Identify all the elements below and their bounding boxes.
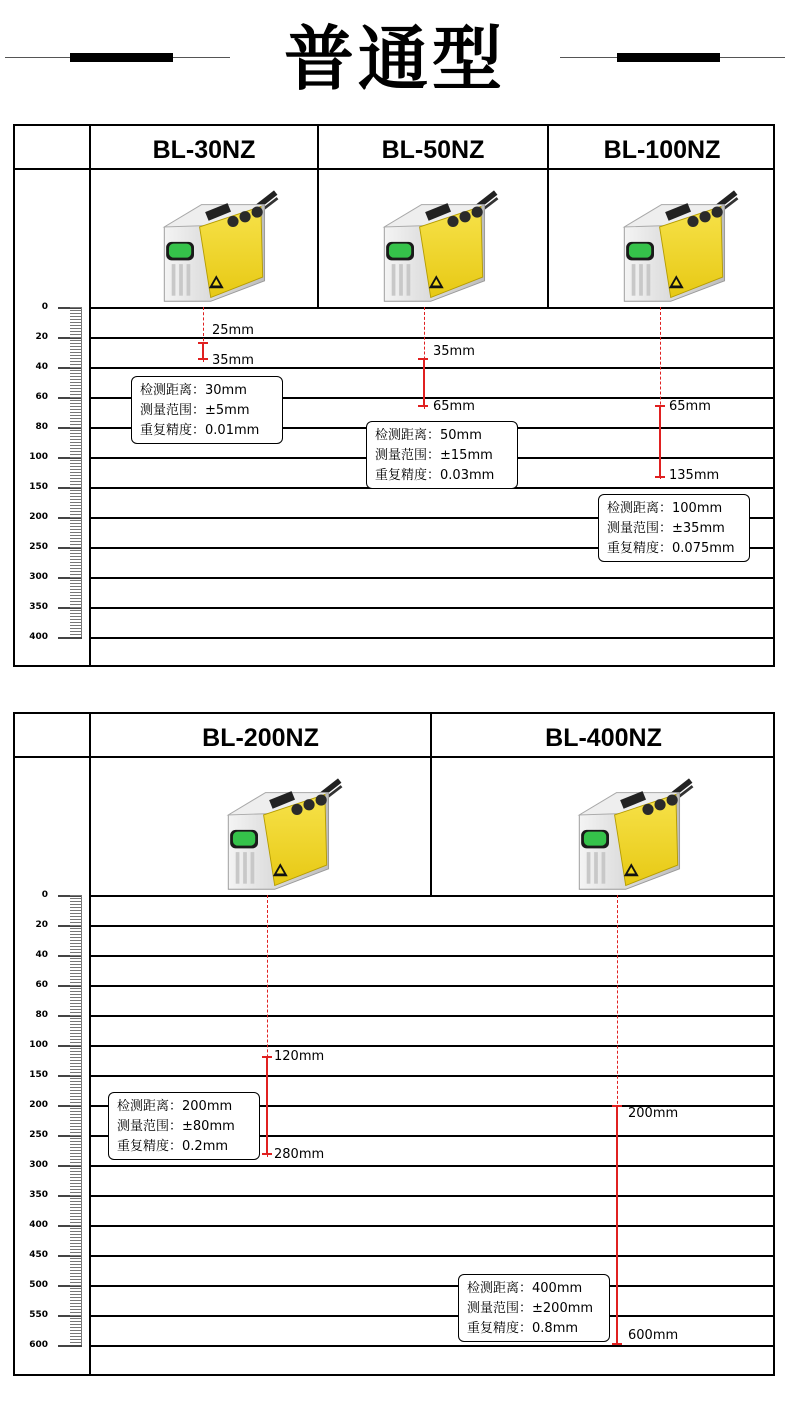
spec-value: 0.8mm [532, 1321, 579, 1336]
panel2-ruler-divider [89, 712, 91, 1376]
spec-value: 0.2mm [182, 1139, 229, 1154]
ruler-tick-label: 60 [35, 980, 48, 990]
range-tick-far [655, 476, 665, 478]
spec-value: 0.075mm [672, 541, 735, 556]
far-distance-label: 35mm [212, 353, 254, 368]
near-distance-label: 120mm [274, 1049, 325, 1064]
range-tick-far [262, 1153, 272, 1155]
spec-label: 检测距离： [467, 1281, 533, 1296]
grid-row-line [89, 895, 775, 897]
ruler-tick-label: 250 [29, 1130, 48, 1140]
spec-box [131, 376, 283, 444]
ruler-tick-label: 300 [29, 1160, 48, 1170]
ruler-major-tick [58, 1345, 82, 1347]
spec-label: 检测距离： [607, 501, 673, 516]
model-name: BL-50NZ [381, 136, 485, 164]
range-tick-near [612, 1105, 622, 1107]
sensor-image [375, 186, 505, 306]
grid-row-line [89, 367, 775, 369]
spec-value: 200mm [182, 1099, 233, 1114]
ruler-tick-label: 250 [29, 542, 48, 552]
measure-range-bar [202, 343, 204, 359]
near-distance-label: 200mm [628, 1106, 679, 1121]
spec-label: 测量范围： [607, 521, 673, 536]
spec-value: ±5mm [205, 403, 250, 418]
spec-value: ±35mm [672, 521, 725, 536]
ruler-tick-label: 20 [35, 920, 48, 930]
grid-row-line [89, 1285, 775, 1287]
model-name: BL-100NZ [603, 136, 721, 164]
ruler-tick-label: 350 [29, 602, 48, 612]
page-title: 普通型 [284, 18, 506, 100]
spec-value: 0.03mm [440, 468, 495, 483]
grid-row-line [89, 577, 775, 579]
model-name: BL-200NZ [202, 724, 319, 752]
ruler-tick-label: 80 [35, 1010, 48, 1020]
grid-row-line [89, 307, 775, 309]
spec-box [458, 1274, 610, 1342]
ruler-tick-label: 20 [35, 332, 48, 342]
grid-row-line [89, 1015, 775, 1017]
grid-row-line [89, 607, 775, 609]
ruler-tick-label: 100 [29, 452, 48, 462]
grid-row-line [89, 1225, 775, 1227]
range-tick-near [198, 342, 208, 344]
grid-row-line [89, 1195, 775, 1197]
range-tick-near [262, 1056, 272, 1058]
model-name: BL-30NZ [152, 136, 256, 164]
spec-label: 重复精度： [607, 541, 673, 556]
far-distance-label: 135mm [669, 468, 720, 483]
ruler-tick-label: 200 [29, 1100, 48, 1110]
grid-row-line [89, 985, 775, 987]
ruler-tick-label: 100 [29, 1040, 48, 1050]
ruler-tick-label: 40 [35, 362, 48, 372]
spec-label: 测量范围： [140, 403, 206, 418]
measure-range-bar [266, 1057, 268, 1154]
ruler-tick-label: 500 [29, 1280, 48, 1290]
ruler-tick-label: 0 [41, 302, 48, 312]
grid-row-line [89, 925, 775, 927]
ruler-tick-label: 150 [29, 1070, 48, 1080]
spec-value: ±80mm [182, 1119, 235, 1134]
spec-box [366, 421, 518, 489]
ruler-tick-label: 150 [29, 482, 48, 492]
spec-value: ±200mm [532, 1301, 594, 1316]
grid-row-line [89, 337, 775, 339]
range-tick-far [612, 1343, 622, 1345]
spec-box [598, 494, 750, 562]
ruler-tick-label: 80 [35, 422, 48, 432]
ruler-tick-label: 300 [29, 572, 48, 582]
model-name: BL-400NZ [545, 724, 662, 752]
spec-label: 测量范围： [375, 448, 441, 463]
spec-value: 100mm [672, 501, 723, 516]
spec-label: 重复精度： [117, 1139, 183, 1154]
title-bar-right [617, 53, 720, 62]
range-tick-far [198, 358, 208, 360]
range-tick-near [418, 358, 428, 360]
spec-label: 检测距离： [140, 383, 206, 398]
spec-value: ±15mm [440, 448, 493, 463]
grid-row-line [89, 1345, 775, 1347]
measure-range-bar [659, 406, 661, 476]
spec-label: 测量范围： [467, 1301, 533, 1316]
spec-label: 检测距离： [117, 1099, 183, 1114]
grid-row-line [89, 1315, 775, 1317]
sensor-image [219, 774, 349, 894]
spec-label: 重复精度： [467, 1321, 533, 1336]
measure-range-bar [616, 1106, 618, 1343]
ruler-tick-label: 350 [29, 1190, 48, 1200]
spec-value: 400mm [532, 1281, 583, 1296]
ruler-tick-label: 600 [29, 1340, 48, 1350]
spec-value: 0.01mm [205, 423, 260, 438]
ruler-spine [81, 895, 82, 1345]
grid-row-line [89, 955, 775, 957]
spec-value: 50mm [440, 428, 482, 443]
spec-label: 重复精度： [140, 423, 206, 438]
spec-value: 30mm [205, 383, 247, 398]
ruler-tick-label: 60 [35, 392, 48, 402]
ruler-tick-label: 40 [35, 950, 48, 960]
ruler-tick-label: 450 [29, 1250, 48, 1260]
ruler-spine [81, 307, 82, 637]
spec-label: 重复精度： [375, 468, 441, 483]
sensor-image [155, 186, 285, 306]
spec-box [108, 1092, 260, 1160]
ruler-tick-label: 0 [41, 890, 48, 900]
grid-row-line [89, 1045, 775, 1047]
spec-label: 检测距离： [375, 428, 441, 443]
sensor-image [570, 774, 700, 894]
near-distance-label: 35mm [433, 344, 475, 359]
ruler-tick-label: 400 [29, 1220, 48, 1230]
grid-row-line [89, 1075, 775, 1077]
ruler-tick-label: 400 [29, 632, 48, 642]
spec-label: 测量范围： [117, 1119, 183, 1134]
range-tick-near [655, 405, 665, 407]
grid-row-line [89, 1165, 775, 1167]
far-distance-label: 280mm [274, 1147, 325, 1162]
grid-row-line [89, 637, 775, 639]
ruler-tick-label: 550 [29, 1310, 48, 1320]
far-distance-label: 600mm [628, 1328, 679, 1343]
ruler-tick-label: 200 [29, 512, 48, 522]
sensor-image [615, 186, 745, 306]
near-distance-label: 25mm [212, 323, 254, 338]
panel1-ruler-divider [89, 124, 91, 667]
measure-range-bar [423, 359, 425, 406]
near-distance-label: 65mm [669, 399, 711, 414]
grid-row-line [89, 1255, 775, 1257]
far-distance-label: 65mm [433, 399, 475, 414]
range-tick-far [418, 405, 428, 407]
ruler-major-tick [58, 637, 82, 639]
